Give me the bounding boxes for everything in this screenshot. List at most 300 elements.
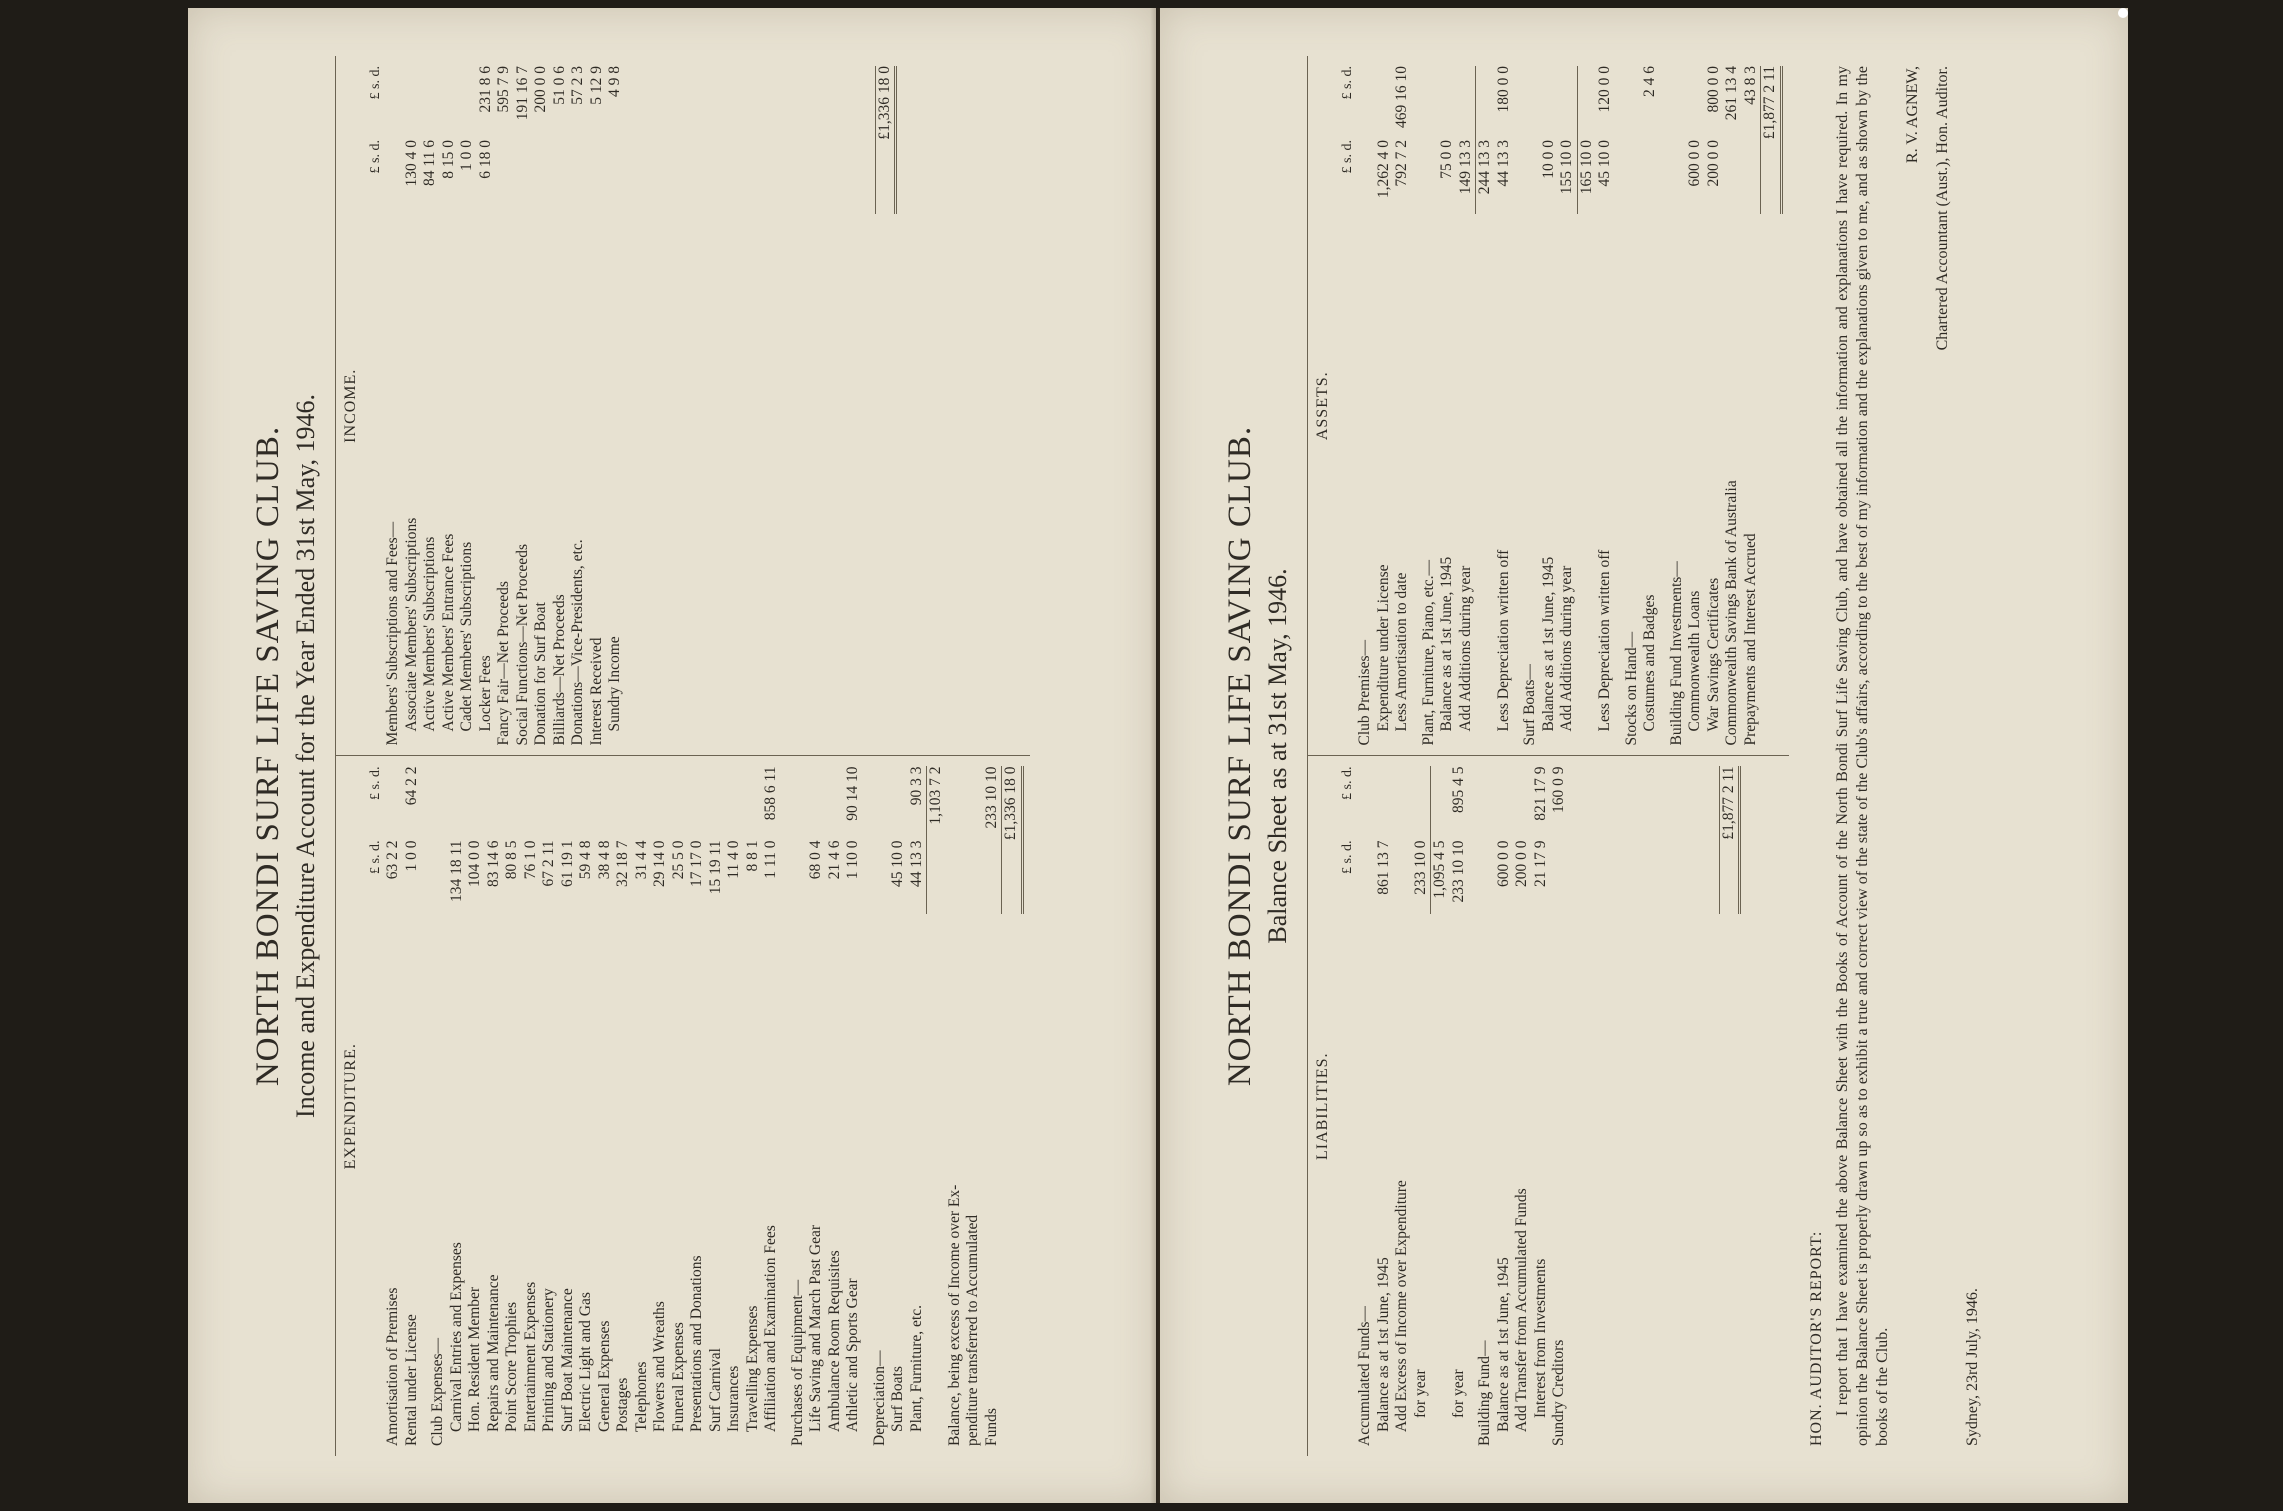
row-amount-outer: [522, 766, 541, 840]
row-amount-outer: 1,103 7 2: [926, 766, 946, 840]
row-amount-inner: 10 0 0: [1539, 139, 1557, 179]
row-label: Less Amortisation to date: [1393, 572, 1410, 731]
statement-row: [946, 766, 965, 1446]
statement-row: [1412, 766, 1431, 1446]
row-amount-inner: [983, 840, 1002, 914]
row-amount-inner: [588, 140, 607, 214]
auditor-report-body: I report that I have examined the above Balance Sheet with the Books of Account of the North Bondi Surf Life Saving Club, and have obtained all the information and explanations I have required. In my opinion the Balance Sheet is properly drawn up so as to exhibit a true and correct view of the state of the Club's affairs, according to the best of my information and the explanations given to me, and as shown by the books of the Club.: [1833, 65, 1891, 1446]
money-heading-2: £ s. d.: [1340, 65, 1355, 99]
row-label: Balance as at 1st June, 1945: [1374, 1256, 1392, 1432]
row-label: Balance as at 1st June, 1945: [1438, 556, 1455, 731]
row-amount-inner: [532, 140, 551, 214]
row-amount-inner: 1,262 4 0: [1374, 139, 1392, 198]
row-label: Telephones: [632, 1361, 650, 1432]
row-amount-inner: 1 0 0: [402, 840, 420, 871]
row-amount-outer: [1495, 766, 1514, 840]
row-label: Repairs and Maintenance: [484, 1273, 502, 1432]
row-label: penditure transferred to Accumulated: [964, 1214, 981, 1446]
row-amount-inner: 68 0 4: [807, 840, 824, 879]
row-label: Prepayments and Interest Accrued: [1741, 532, 1759, 745]
statement-row: [384, 66, 403, 746]
money-heading-2: £ s. d.: [368, 65, 383, 99]
statement-row: [448, 766, 467, 1446]
row-amount-outer: [651, 766, 670, 840]
row-amount-outer: [1521, 66, 1540, 140]
statement-row: [429, 766, 448, 1446]
row-amount-outer: [1558, 66, 1577, 140]
income-expenditure-statement: [222, 36, 1122, 1476]
liabilities-column: [1308, 756, 1789, 1456]
row-amount-outer: 191 16 7: [513, 65, 531, 120]
row-amount-inner: [429, 840, 448, 914]
row-label: Rental under License: [402, 1313, 420, 1446]
statement-row: [1521, 66, 1540, 746]
row-amount-outer: [807, 766, 826, 840]
statement-row: [1476, 766, 1495, 1446]
statement-row: [403, 766, 422, 1446]
row-label: Surf Boats: [889, 1365, 906, 1432]
row-amount-outer: 2 4 6: [1641, 65, 1658, 97]
row-label: Interest from Investments: [1531, 1258, 1549, 1418]
row-label: Plant, Furniture, etc.: [907, 1304, 925, 1432]
auditor-signatory: R. V. AGNEW,: [1903, 65, 1921, 163]
row-amount-outer: [688, 766, 707, 840]
balance-columns: [1307, 56, 1789, 1456]
row-label: Printing and Stationery: [540, 1287, 557, 1432]
row-label: Sundry Income: [606, 635, 623, 731]
row-label: Depreciation—: [870, 1349, 888, 1446]
row-amount-inner: 63 2 2: [384, 840, 401, 879]
statement-row: [1742, 66, 1761, 746]
statement-row: [588, 66, 607, 746]
row-amount-inner: 84 11 6: [421, 139, 438, 186]
row-amount-inner: 233 10 0: [1411, 840, 1429, 895]
row-amount-outer: [889, 766, 908, 840]
row-label: Accumulated Funds—: [1356, 1305, 1373, 1446]
row-amount-outer: 43 8 3: [1741, 65, 1759, 105]
row-label: Less Depreciation written off: [1596, 549, 1613, 731]
row-amount-outer: [466, 766, 485, 840]
row-amount-outer: [1356, 766, 1375, 840]
row-label: Balance as at 1st June, 1945: [1494, 1256, 1512, 1432]
row-label: Costumes and Badges: [1641, 594, 1658, 731]
row-label: Building Fund Investments—: [1667, 560, 1685, 745]
row-amount-outer: 160 0 9: [1550, 766, 1567, 813]
row-amount-inner: 1 10 0: [844, 840, 861, 879]
row-label: Billiards—Net Proceeds: [550, 593, 568, 745]
row-amount-inner: 130 4 0: [402, 139, 420, 186]
row-label: Add Additions during year: [1558, 565, 1575, 731]
income-columns: [335, 56, 1030, 1456]
row-amount-outer: [1686, 66, 1705, 140]
statement-row: [596, 766, 615, 1446]
row-label: Insurances: [725, 1365, 742, 1432]
statement-row: [540, 766, 559, 1446]
row-amount-inner: 8 8 1: [743, 840, 761, 871]
row-amount-inner: 59 4 8: [577, 840, 594, 879]
report-date: Sydney, 23rd July, 1946.: [1963, 1287, 1981, 1446]
row-amount-inner: [384, 140, 403, 214]
row-amount-inner: [1623, 140, 1642, 214]
row-label: Life Saving and March Past Gear: [807, 1224, 824, 1432]
income-subtitle: Income and Expenditure Account for the Year Ended 31st May, 1946.: [291, 393, 320, 1118]
row-label: Club Expenses—: [429, 1337, 446, 1446]
row-amount-outer: [826, 766, 845, 840]
row-amount-inner: 21 17 9: [1531, 840, 1549, 887]
row-amount-inner: 11 4 0: [725, 840, 742, 879]
statement-row: [789, 766, 808, 1446]
statement-row: [532, 66, 551, 746]
statement-row: [1596, 66, 1615, 746]
row-amount-inner: 244 13 3: [1475, 140, 1495, 214]
row-amount-outer: [458, 66, 477, 140]
row-label: Active Members' Entrance Fees: [439, 533, 457, 731]
money-column-headings: [368, 766, 384, 1446]
row-amount-inner: 8 15 0: [439, 139, 457, 179]
statement-row: [1540, 66, 1559, 746]
row-label: Postages: [614, 1377, 631, 1432]
statement-row: [1495, 766, 1514, 1446]
row-amount-inner: [1393, 840, 1412, 914]
liabilities-total-row: [1719, 766, 1742, 1446]
row-amount-outer: [614, 766, 633, 840]
row-amount-outer: 800 0 0: [1704, 65, 1722, 112]
assets-heading: ASSETS.: [1314, 370, 1331, 440]
statement-row: [1495, 66, 1514, 746]
statement-row: [670, 766, 689, 1446]
statement-row: [1686, 66, 1705, 746]
statement-row: [1668, 66, 1687, 746]
row-label: Social Functions—Net Proceeds: [513, 543, 531, 745]
row-label: Plant, Furniture, Piano, etc.—: [1419, 559, 1437, 745]
row-amount-inner: 200 0 0: [1513, 840, 1530, 887]
statement-row: [1457, 66, 1476, 746]
row-amount-outer: [559, 766, 578, 840]
statement-row: [926, 766, 946, 1446]
statement-row: [964, 766, 983, 1446]
row-amount-inner: [606, 140, 625, 214]
row-label: Building Fund—: [1476, 1339, 1493, 1446]
statement-row: [983, 766, 1002, 1446]
statement-row: [1450, 766, 1469, 1446]
statement-row: [908, 766, 927, 1446]
expenditure-total: £1,336 18 0: [1001, 766, 1024, 840]
row-amount-outer: 261 13 4: [1723, 65, 1740, 120]
row-amount-inner: 600 0 0: [1494, 840, 1512, 887]
row-amount-inner: 31 4 4: [632, 840, 650, 879]
row-label: Surf Carnival: [706, 1347, 724, 1432]
row-amount-inner: 61 19 1: [558, 840, 576, 887]
row-label: Commonwealth Loans: [1686, 590, 1703, 731]
row-label: Point Score Trophies: [503, 1301, 520, 1432]
statement-row: [1356, 66, 1375, 746]
statement-row: [440, 66, 459, 746]
row-label: Add Transfer from Accumulated Funds: [1513, 1187, 1530, 1432]
row-label: Stocks on Hand—: [1622, 631, 1640, 745]
row-amount-outer: [596, 766, 615, 840]
statement-row: [1438, 66, 1457, 746]
row-amount-outer: 233 10 10: [982, 766, 1000, 828]
row-amount-inner: [871, 840, 890, 914]
row-amount-outer: [429, 766, 448, 840]
row-label: Purchases of Equipment—: [788, 1279, 806, 1446]
row-label: Ambulance Room Requisites: [825, 1249, 843, 1432]
row-amount-inner: 149 13 3: [1456, 139, 1474, 194]
row-amount-outer: [1668, 66, 1687, 140]
row-amount-outer: [670, 766, 689, 840]
statement-row: [1430, 766, 1450, 1446]
statement-row: [1375, 66, 1394, 746]
statement-row: [606, 66, 625, 746]
row-amount-inner: 104 0 0: [466, 840, 483, 887]
row-label: Sundry Creditors: [1550, 1339, 1567, 1446]
balance-title: NORTH BONDI SURF LIFE SAVING CLUB.: [1222, 425, 1258, 1086]
row-label: Athletic and Sports Gear: [844, 1277, 861, 1432]
row-amount-inner: 134 18 11: [447, 840, 465, 902]
statement-row: [485, 766, 504, 1446]
row-label: [1577, 214, 1597, 746]
statement-row: [503, 766, 522, 1446]
row-label: Affiliation and Examination Fees: [762, 1224, 779, 1432]
balance-sheet: [1194, 36, 2094, 1476]
row-amount-outer: [403, 66, 422, 140]
money-heading-1: £ s. d.: [1340, 840, 1355, 874]
row-amount-inner: 44 13 3: [907, 840, 925, 887]
row-amount-outer: 4 9 8: [606, 65, 623, 97]
expenditure-rows: [384, 766, 1001, 1446]
statement-row: [1475, 66, 1495, 746]
assets-total: £1,877 2 11: [1760, 66, 1783, 140]
row-amount-inner: 6 18 0: [476, 139, 494, 179]
row-label: Hon. Resident Member: [466, 1286, 483, 1432]
row-amount-inner: 38 4 8: [595, 840, 613, 879]
statement-row: [707, 766, 726, 1446]
row-amount-outer: [946, 766, 965, 840]
statement-row: [458, 66, 477, 746]
row-amount-inner: 1,095 4 5: [1430, 840, 1450, 914]
row-label: [1475, 214, 1495, 746]
statement-row: [1723, 66, 1742, 746]
expenditure-heading: EXPENDITURE.: [342, 1042, 359, 1169]
row-amount-outer: [485, 766, 504, 840]
row-amount-outer: 51 0 6: [550, 65, 568, 105]
row-amount-inner: 1 11 0: [762, 840, 779, 879]
statement-row: [1550, 766, 1569, 1446]
row-label: for year: [1449, 1368, 1467, 1418]
statement-row: [577, 766, 596, 1446]
row-amount-outer: 120 0 0: [1596, 65, 1613, 112]
row-amount-outer: [1420, 66, 1439, 140]
row-label: Donation for Surf Boat: [532, 601, 549, 745]
right-page: [1160, 8, 2128, 1503]
row-amount-outer: [540, 766, 559, 840]
row-amount-inner: 155 10 0: [1558, 139, 1575, 194]
row-label: Locker Fees: [476, 654, 494, 731]
statement-row: [1641, 66, 1660, 746]
row-amount-outer: 895 4 5: [1449, 766, 1467, 813]
liabilities-rows: [1356, 766, 1569, 1446]
income-total: £1,336 18 0: [875, 66, 898, 140]
money-heading-2: £ s. d.: [1340, 766, 1355, 800]
row-amount-outer: [725, 766, 744, 840]
statement-row: [651, 766, 670, 1446]
statement-row: [1532, 766, 1551, 1446]
row-amount-outer: [1412, 766, 1431, 840]
row-amount-outer: [964, 766, 983, 840]
money-heading-1: £ s. d.: [368, 840, 383, 874]
row-amount-outer: 821 17 9: [1531, 766, 1549, 821]
statement-row: [844, 766, 863, 1446]
row-label: Funds: [982, 1407, 1000, 1446]
statement-row: [889, 766, 908, 1446]
row-amount-inner: 233 10 10: [1449, 840, 1467, 902]
row-label: Interest Received: [587, 636, 605, 745]
row-amount-outer: 200 0 0: [532, 65, 549, 112]
row-amount-inner: [946, 840, 965, 914]
row-label: Presentations and Donations: [688, 1254, 705, 1432]
row-amount-outer: 57 2 3: [569, 65, 586, 105]
money-column-headings: [1340, 66, 1356, 746]
row-label: Amortisation of Premises: [384, 1287, 401, 1446]
income-total-row: [875, 66, 898, 746]
assets-column: [1308, 56, 1789, 757]
statement-row: [522, 766, 541, 1446]
row-amount-inner: [789, 840, 808, 914]
row-amount-outer: [577, 766, 596, 840]
statement-row: [614, 766, 633, 1446]
row-amount-inner: [1356, 140, 1375, 214]
row-amount-inner: 165 10 0: [1577, 140, 1597, 214]
row-amount-inner: 17 17 0: [688, 840, 705, 887]
row-label: Electric Light and Gas: [577, 1291, 594, 1432]
row-amount-inner: [1476, 840, 1495, 914]
row-amount-outer: [1438, 66, 1457, 140]
assets-total-row: [1760, 66, 1783, 746]
statement-row: [688, 766, 707, 1446]
statement-row: [1577, 66, 1597, 746]
row-amount-inner: [1356, 840, 1375, 914]
row-amount-outer: 90 3 3: [907, 766, 925, 805]
row-amount-inner: 80 8 5: [503, 840, 520, 879]
statement-row: [551, 66, 570, 746]
money-heading-1: £ s. d.: [368, 139, 383, 173]
row-amount-outer: [1375, 766, 1394, 840]
row-label: [926, 914, 946, 1446]
row-amount-inner: [1550, 840, 1569, 914]
statement-row: [1393, 766, 1412, 1446]
row-label: General Expenses: [595, 1320, 613, 1432]
row-label: Add Additions during year: [1456, 565, 1474, 731]
statement-row: [1705, 66, 1724, 746]
assets-rows: [1356, 66, 1760, 746]
row-amount-outer: [744, 766, 763, 840]
row-label: Funeral Expenses: [669, 1321, 687, 1432]
row-amount-inner: [495, 140, 514, 214]
row-amount-outer: 90 14 10: [844, 766, 861, 821]
expenditure-column: [336, 756, 1030, 1456]
row-amount-inner: 75 0 0: [1438, 139, 1455, 179]
income-rows: [384, 66, 625, 746]
statement-row: [1356, 766, 1375, 1446]
statement-row: [403, 66, 422, 746]
balance-subtitle: Balance Sheet as at 31st May, 1946.: [1263, 567, 1292, 944]
statement-row: [466, 766, 485, 1446]
row-amount-inner: [514, 140, 533, 214]
statement-row: [384, 766, 403, 1446]
row-label: Surf Boats—: [1521, 663, 1538, 745]
row-amount-outer: [1475, 66, 1495, 140]
row-amount-outer: [1393, 766, 1412, 840]
row-amount-inner: [964, 840, 983, 914]
row-amount-inner: 45 10 0: [1596, 139, 1613, 186]
left-page: [188, 8, 1156, 1503]
row-amount-inner: 861 13 7: [1374, 840, 1392, 895]
statement-row: [1393, 66, 1412, 746]
money-heading-2: £ s. d.: [368, 766, 383, 800]
money-heading-1: £ s. d.: [1340, 139, 1355, 173]
statement-row: [559, 766, 578, 1446]
row-label: Surf Boat Maintenance: [558, 1287, 576, 1432]
row-label: Balance as at 1st June, 1945: [1539, 556, 1557, 731]
row-amount-inner: 200 0 0: [1704, 139, 1722, 186]
row-amount-outer: [633, 766, 652, 840]
row-label: Fancy Fair—Net Proceeds: [495, 580, 512, 745]
row-amount-outer: 469 16 10: [1393, 65, 1410, 128]
row-amount-outer: [1356, 66, 1375, 140]
auditor-title: Chartered Accountant (Aust.), Hon. Auditor.: [1933, 65, 1951, 350]
row-amount-inner: 792 7 2: [1393, 139, 1410, 186]
row-label: Members' Subscriptions and Fees—: [384, 521, 401, 745]
row-label: War Savings Certificates: [1704, 577, 1722, 731]
row-amount-inner: [1521, 140, 1540, 214]
row-amount-outer: [789, 766, 808, 840]
auditor-report-heading: HON. AUDITOR'S REPORT:: [1807, 1230, 1825, 1446]
row-amount-inner: 25 5 0: [669, 840, 687, 879]
statement-row: [1513, 766, 1532, 1446]
row-amount-outer: 5 12 9: [587, 65, 605, 105]
statement-row: [1623, 66, 1642, 746]
row-label: Flowers and Wreaths: [651, 1300, 668, 1432]
row-amount-outer: [871, 766, 890, 840]
row-amount-inner: 21 4 6: [825, 840, 843, 879]
row-amount-inner: [1742, 140, 1761, 214]
row-amount-outer: [1430, 766, 1450, 840]
row-label: Travelling Expenses: [743, 1305, 761, 1432]
row-amount-outer: 64 2 2: [402, 766, 420, 805]
row-amount-outer: [707, 766, 726, 840]
row-label: Less Depreciation written off: [1494, 549, 1512, 731]
row-amount-outer: [1375, 66, 1394, 140]
statement-row: [725, 766, 744, 1446]
row-amount-inner: 32 18 7: [614, 840, 631, 887]
row-amount-inner: 29 14 0: [651, 840, 668, 887]
row-amount-inner: 83 14 6: [484, 840, 502, 887]
row-label: Club Premises—: [1356, 639, 1373, 745]
row-amount-outer: [1540, 66, 1559, 140]
liabilities-total: £1,877 2 11: [1719, 766, 1742, 840]
income-column: [336, 56, 1030, 757]
row-amount-inner: [1723, 140, 1742, 214]
row-amount-outer: [448, 766, 467, 840]
row-amount-inner: 15 19 11: [706, 840, 724, 894]
row-label: Associate Members' Subscriptions: [402, 517, 420, 731]
liabilities-heading: LIABILITIES.: [1314, 1051, 1331, 1160]
statement-row: [871, 766, 890, 1446]
row-label: Active Members' Subscriptions: [421, 536, 438, 731]
row-amount-outer: [384, 66, 403, 140]
income-heading: INCOME.: [342, 368, 359, 443]
row-amount-inner: [926, 840, 946, 914]
